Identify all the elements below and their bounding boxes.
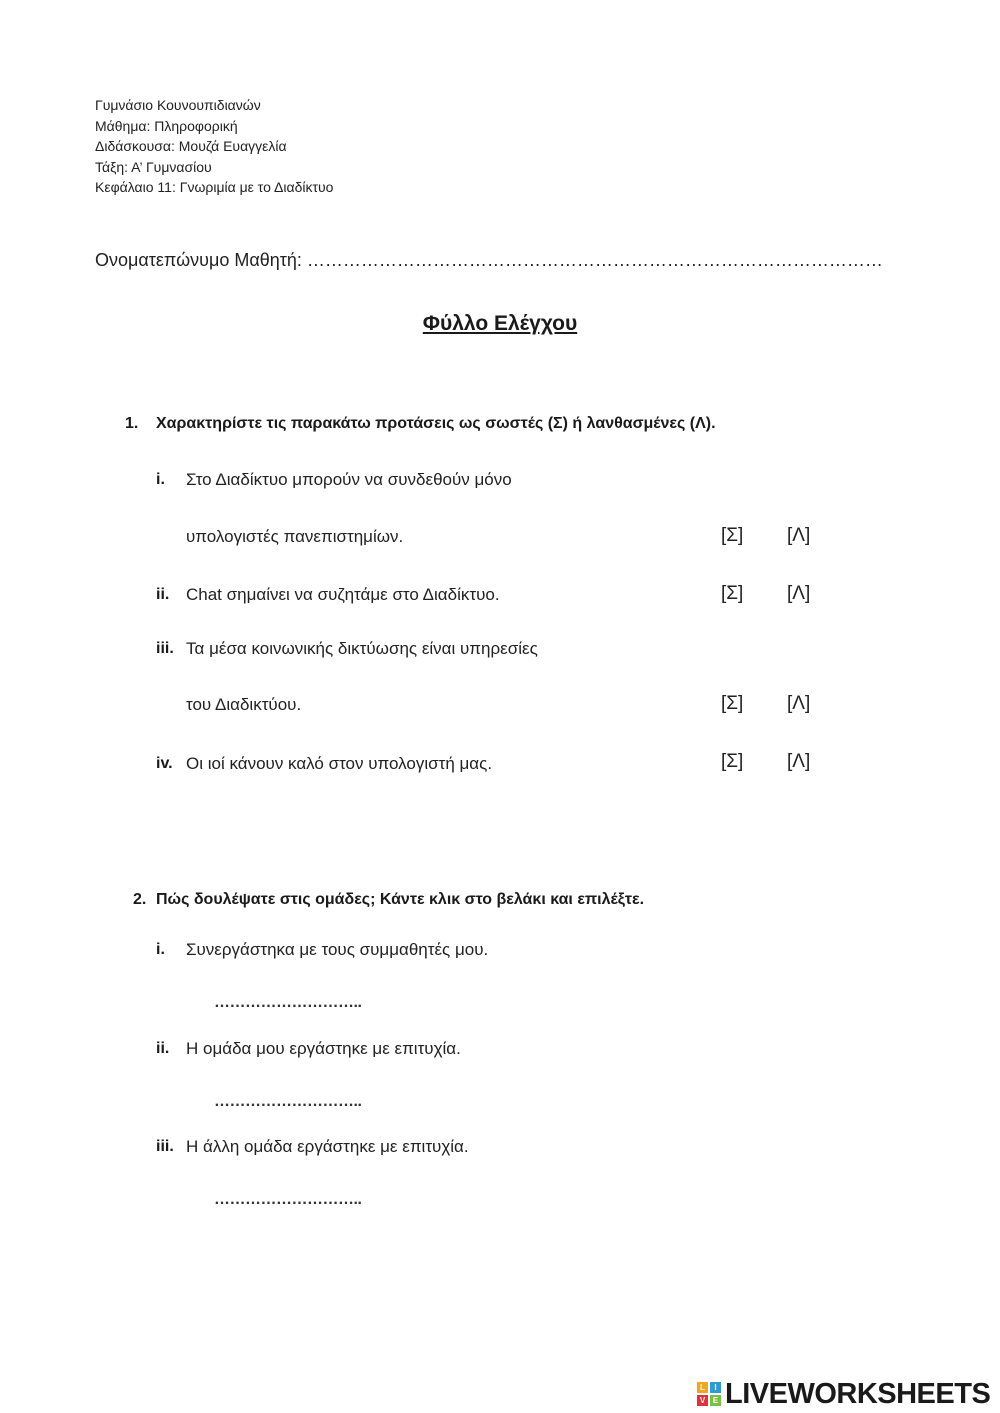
q1-item-2-true-option[interactable]: [Σ] (721, 583, 744, 604)
logo-mark-icon (697, 1382, 721, 1406)
question2-number: 2. (133, 891, 147, 908)
q1-item-2-false-option[interactable]: [Λ] (787, 583, 811, 604)
header-chapter: Κεφάλαιο 11: Γνωριμία με το Διαδίκτυο (95, 179, 334, 195)
q1-item-1-line1: Στο Διαδίκτυο μπορούν να συνδεθούν μόνο (186, 470, 512, 489)
q1-item-1-line2: υπολογιστές πανεπιστημίων. (186, 527, 404, 546)
header-subject: Μάθημα: Πληροφορική (95, 118, 238, 134)
question1-text: Χαρακτηρίστε τις παρακάτω προτάσεις ως σωστές (Σ) ή λανθασμένες (Λ). (156, 415, 716, 432)
q2-item-1-numeral: i. (156, 941, 165, 958)
question1-number: 1. (125, 415, 139, 432)
page-title: Φύλλο Ελέγχου (422, 312, 578, 335)
header-teacher: Διδάσκουσα: Μουζά Ευαγγελία (95, 138, 287, 154)
q2-item-3-dropdown[interactable]: ……………………….. (214, 1191, 362, 1208)
q1-item-4-true-option[interactable]: [Σ] (721, 751, 744, 772)
q1-item-4-line1: Οι ιοί κάνουν καλό στον υπολογιστή μας. (186, 754, 493, 773)
liveworksheets-logo[interactable] (697, 1378, 990, 1410)
header-class: Τάξη: Α’ Γυμνασίου (95, 159, 212, 175)
q1-item-3-false-option[interactable]: [Λ] (787, 693, 811, 714)
q1-item-2-numeral: ii. (156, 586, 170, 603)
q2-item-1-text: Συνεργάστηκα με τους συμμαθητές μου. (186, 940, 489, 959)
q1-item-1-false-option[interactable]: [Λ] (787, 525, 811, 546)
q1-item-3-line2: του Διαδικτύου. (186, 695, 302, 714)
q2-item-2-dropdown[interactable]: ……………………….. (214, 1093, 362, 1110)
q1-item-3-line1: Τα μέσα κοινωνικής δικτύωσης είναι υπηρεσίες (186, 639, 538, 658)
q1-item-2-line1: Chat σημαίνει να συζητάμε στο Διαδίκτυο. (186, 585, 500, 604)
q2-item-2-numeral: ii. (156, 1040, 170, 1057)
question2-text: Πώς δουλέψατε στις ομάδες; Κάντε κλικ στο βελάκι και επιλέξτε. (156, 891, 645, 908)
q2-item-1-dropdown[interactable]: ……………………….. (214, 994, 362, 1011)
q2-item-3-numeral: iii. (156, 1138, 174, 1155)
q2-item-3-text: Η άλλη ομάδα εργάστηκε με επιτυχία. (186, 1137, 469, 1156)
q1-item-1-numeral: i. (156, 471, 165, 488)
student-name-line: Ονοματεπώνυμο Μαθητή: …………………………………………………………………………………… (95, 250, 883, 270)
logo-text: LIVEWORKSHEETS (725, 1377, 991, 1410)
logo-letter-l: L (697, 1382, 708, 1393)
q1-item-3-numeral: iii. (156, 640, 174, 657)
logo-letter-e: E (710, 1395, 721, 1406)
q1-item-1-true-option[interactable]: [Σ] (721, 525, 744, 546)
header-school: Γυμνάσιο Κουνουπιδιανών (95, 97, 261, 113)
logo-letter-i: I (710, 1382, 721, 1393)
q1-item-4-numeral: iv. (156, 755, 173, 772)
q1-item-3-true-option[interactable]: [Σ] (721, 693, 744, 714)
q2-item-2-text: Η ομάδα μου εργάστηκε με επιτυχία. (186, 1039, 461, 1058)
logo-letter-v: V (697, 1395, 708, 1406)
q1-item-4-false-option[interactable]: [Λ] (787, 751, 811, 772)
